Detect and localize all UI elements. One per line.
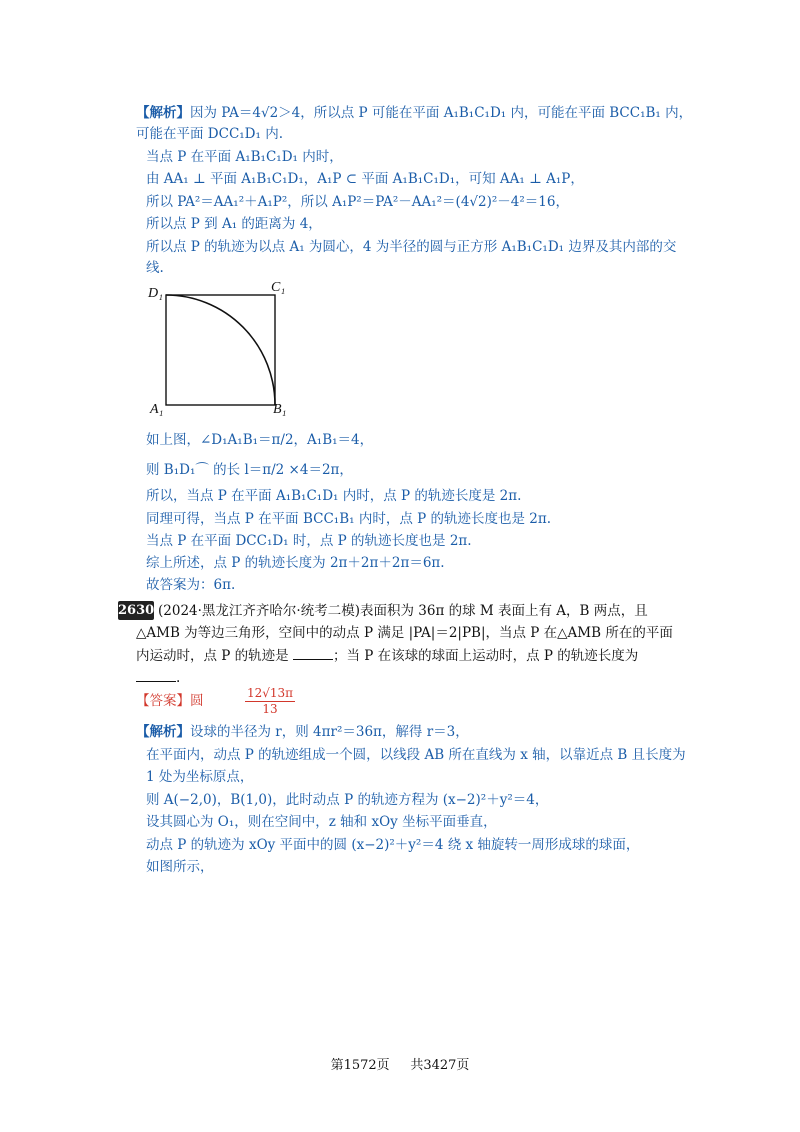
analysis-line: 当点 P 在平面 DCC₁D₁ 时，点 P 的轨迹长度也是 2π. <box>146 533 472 549</box>
page-footer <box>0 1054 800 1073</box>
analysis-label: 【解析】 <box>136 105 190 121</box>
analysis-line: 同理可得，当点 P 在平面 BCC₁B₁ 内时，点 P 的轨迹长度也是 2π. <box>146 511 552 527</box>
answer-blank-2 <box>136 669 176 682</box>
analysis-line: 在平面内，动点 P 的轨迹组成一个圆，以线段 AB 所在直线为 x 轴，以靠近点 B 且长度为 <box>146 747 686 763</box>
answer-label: 【答案】 <box>136 693 190 709</box>
analysis-line: 所以，当点 P 在平面 A₁B₁C₁D₁ 内时，点 P 的轨迹长度是 2π. <box>146 488 522 504</box>
answer-value-2: $\frac{12√13\pi}{13}$ <box>246 686 294 716</box>
analysis-line: 所以 PA²＝AA₁²＋A₁P²，所以 A₁P²＝PA²－AA₁²＝(4√2)²－4²＝16， <box>146 194 569 210</box>
question-line: 内运动时，点 P 的轨迹是 ；当 P 在该球的球面上运动时，点 P 的轨迹长度为 <box>136 648 639 664</box>
analysis-line: 设其圆心为 O₁，则在空间中，z 轴和 xOy 坐标平面垂直， <box>146 814 497 830</box>
analysis-line: 如图所示， <box>146 859 214 875</box>
label-d1: D₁ <box>148 286 163 301</box>
page-total: 共3427页 <box>410 1058 470 1073</box>
analysis-line: 【解析】设球的半径为 r，则 4πr²＝36π，解得 r＝3， <box>136 724 469 740</box>
analysis-line: 故答案为：6π. <box>146 577 236 593</box>
question-line: . <box>136 669 180 687</box>
analysis-line: 则 A(−2,0)，B(1,0)，此时动点 P 的轨迹方程为 (x−2)²＋y²＝4， <box>146 792 549 808</box>
answer-line <box>136 692 204 710</box>
answer-value-1: 圆 <box>190 693 204 709</box>
analysis-line: 1 处为坐标原点， <box>146 769 254 785</box>
question-line: △AMB 为等边三角形，空间中的动点 P 满足 |PA|＝2|PB|，当点 P 在△AMB 所在的平面 <box>136 625 673 641</box>
label-b1: B₁ <box>273 402 287 417</box>
figure-svg <box>140 275 300 420</box>
arc-path <box>166 295 275 405</box>
analysis-line: 综上所述，点 P 的轨迹长度为 2π＋2π＋2π＝6π. <box>146 555 445 571</box>
analysis-line: 则 B₁D₁⌒ 的长 l＝π/2 ×4＝2π， <box>146 462 353 478</box>
analysis-line: 所以点 P 的轨迹为以点 A₁ 为圆心，4 为半径的圆与正方形 A₁B₁C₁D₁ 边界及其内部的交 <box>146 239 677 255</box>
page-number: 第1572页 <box>330 1058 390 1073</box>
question-line: (2024·黑龙江齐齐哈尔·统考二模)表面积为 36π 的球 M 表面上有 A，B 两点，且 <box>158 603 648 619</box>
question-number-badge: 2630 <box>118 603 155 618</box>
answer-blank-1 <box>293 647 333 660</box>
analysis-line: 由 AA₁ ⊥ 平面 A₁B₁C₁D₁，A₁P ⊂ 平面 A₁B₁C₁D₁，可知 AA₁ ⊥ A₁P， <box>146 171 584 187</box>
analysis-label: 【解析】 <box>136 724 190 740</box>
analysis-line: 当点 P 在平面 A₁B₁C₁D₁ 内时， <box>146 149 343 165</box>
analysis-line: 所以点 P 到 A₁ 的距离为 4， <box>146 216 322 232</box>
label-c1: C₁ <box>271 280 286 295</box>
square-outline <box>166 295 275 405</box>
analysis-line: 如上图，∠D₁A₁B₁＝π/2，A₁B₁＝4， <box>146 432 374 448</box>
analysis-line: 【解析】因为 PA＝4√2＞4，所以点 P 可能在平面 A₁B₁C₁D₁ 内，可能在平面 BCC₁B₁ 内， <box>136 105 693 121</box>
analysis-line: 可能在平面 DCC₁D₁ 内. <box>136 126 284 142</box>
analysis-line: 动点 P 的轨迹为 xOy 平面中的圆 (x−2)²＋y²＝4 绕 x 轴旋转一周形成球的球面， <box>146 837 640 853</box>
analysis-line: 线. <box>146 260 164 276</box>
square-arc-figure <box>140 275 300 424</box>
label-a1: A₁ <box>150 402 164 417</box>
